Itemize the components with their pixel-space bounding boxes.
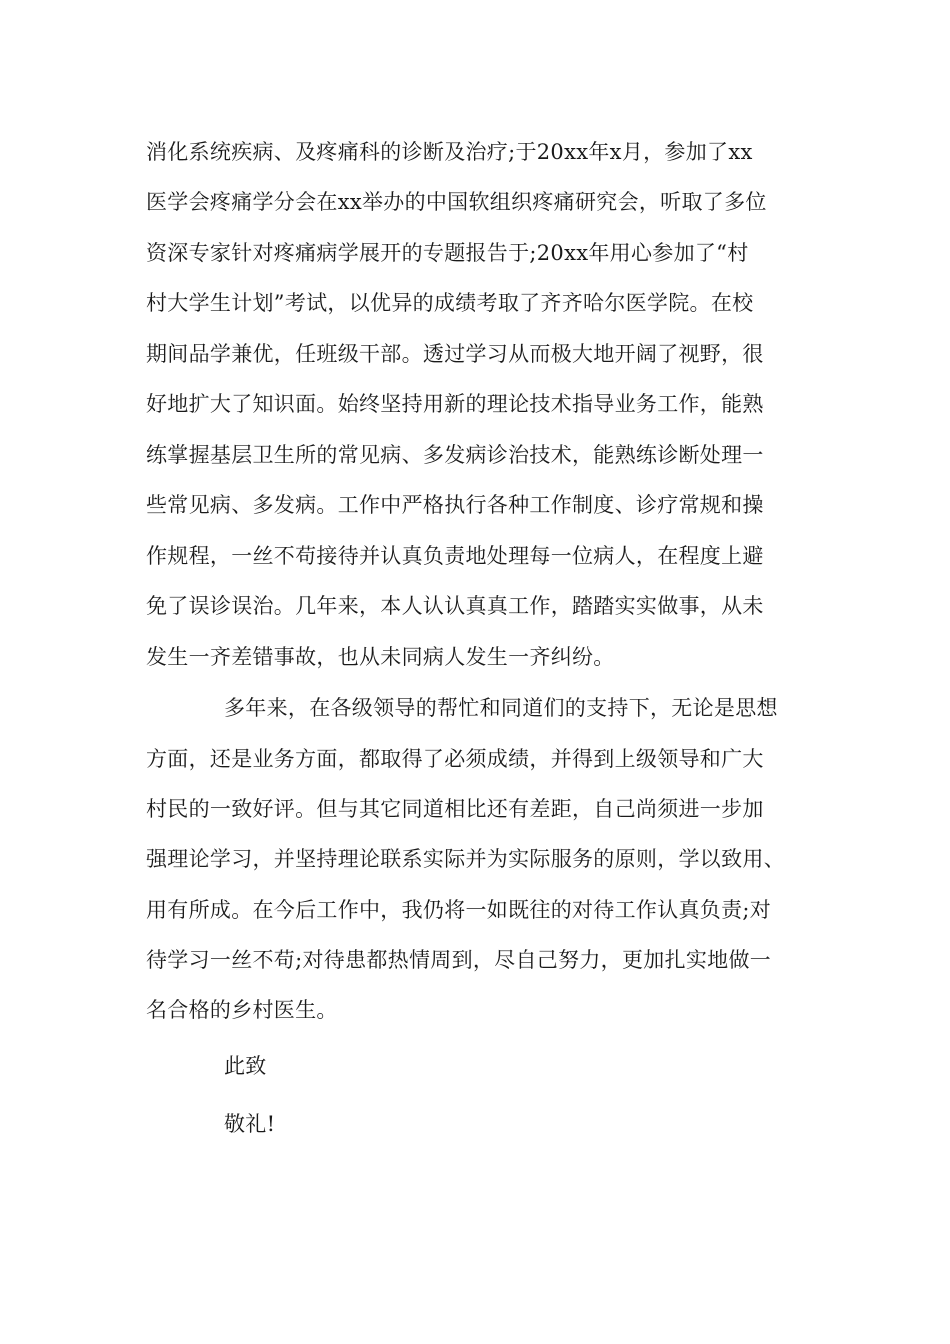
text-line: 用有所成。在今后工作中，我仍将一如既往的对待工作认真负责;对	[146, 898, 772, 922]
text-line: 村大学生计划”考试，以优异的成绩考取了齐齐哈尔医学院。在校	[146, 291, 754, 315]
text-line: 名合格的乡村医生。	[146, 998, 338, 1022]
closing-line-1: 此致	[224, 1054, 267, 1078]
text-line: 好地扩大了知识面。始终坚持用新的理论技术指导业务工作，能熟	[146, 392, 764, 416]
closing-line-2: 敬礼!	[224, 1112, 276, 1136]
text-line: 消化系统疾病、及疼痛科的诊断及治疗;于20xx年x月，参加了xx	[146, 140, 753, 164]
text-line: 免了误诊误治。几年来，本人认认真真工作，踏踏实实做事，从未	[146, 594, 764, 618]
text-line: 强理论学习，并坚持理论联系实际并为实际服务的原则，学以致用、	[146, 847, 785, 871]
text-line: 练掌握基层卫生所的常见病、多发病诊治技术，能熟练诊断处理一	[146, 443, 764, 467]
text-line-indented: 多年来，在各级领导的帮忙和同道们的支持下，无论是思想	[224, 696, 778, 720]
text-line: 资深专家针对疼痛病学展开的专题报告于;20xx年用心参加了“村	[146, 241, 749, 265]
text-line: 作规程，一丝不苟接待并认真负责地处理每一位病人，在程度上避	[146, 544, 764, 568]
text-line: 医学会疼痛学分会在xx举办的中国软组织疼痛研究会，听取了多位	[146, 190, 767, 214]
text-line: 待学习一丝不苟;对待患都热情周到，尽自己努力，更加扎实地做一	[146, 948, 772, 972]
text-line: 些常见病、多发病。工作中严格执行各种工作制度、诊疗常规和操	[146, 493, 764, 517]
text-line: 方面，还是业务方面，都取得了必须成绩，并得到上级领导和广大	[146, 747, 764, 771]
text-line: 村民的一致好评。但与其它同道相比还有差距，自己尚须进一步加	[146, 797, 764, 821]
text-line: 发生一齐差错事故，也从未同病人发生一齐纠纷。	[146, 645, 615, 669]
text-line: 期间品学兼优，任班级干部。透过学习从而极大地开阔了视野，很	[146, 342, 764, 366]
